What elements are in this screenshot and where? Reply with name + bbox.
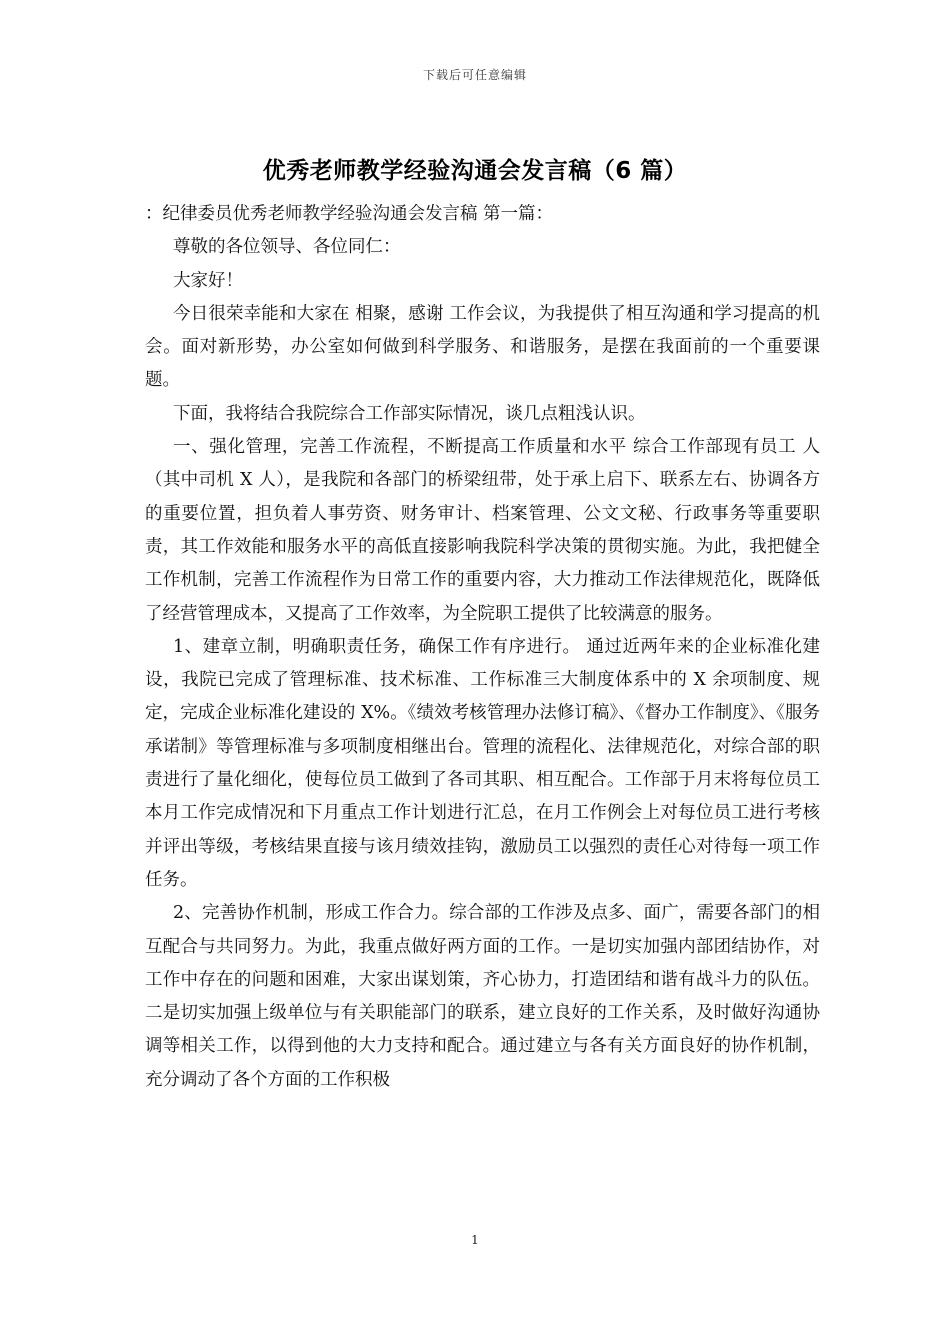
paragraph: 2、完善协作机制，形成工作合力。综合部的工作涉及点多、面广，需要各部门的相互配合与共同努力。为此，我重点做好两方面的工作。一是切实加强内部团结协作，对工作中存在的问题和困难，大家出谋划策，齐心协力，打造团结和谐有战斗力的队伍。二是切实加强上级单位与有关职能部门的联系，建立良好的工作关系，及时做好沟通协调等相关工作，以得到他的大力支持和配合。通过建立与各有关方面良好的协作机制，充分调动了各个方面的工作积极 xyxy=(145,903,820,1090)
salutation: 尊敬的各位领导、各位同仁： xyxy=(173,237,401,258)
paragraph: 1、建章立制，明确职责任务，确保工作有序进行。 通过近两年来的企业标准化建设，我院已完成了管理标准、技术标准、工作标准三大制度体系中的 X 余项制度、规定，完成企业标准化建设的 X%。《绩效考核管理办法修订稿》、《督办工作制度》、《服务承诺制》等管理标准与多项制度相继出台。管理的流程化、法律规范化，对综合部的职责进行了量化细化，使每位员工做到了各司其职、相互配合。工作部于月末将每位员工本月工作完成情况和下月重点工作计划进行汇总，在月工作例会上对每位员工进行考核并评出等级，考核结果直接与该月绩效挂钩，激励员工以强烈的责任心对待每一项工作任务。 xyxy=(145,636,820,890)
paragraph: 一、强化管理，完善工作流程，不断提高工作质量和水平 综合工作部现有员工 人（其中司机 X 人），是我院和各部门的桥梁纽带，处于承上启下、联系左右、协调各方的重要位置，担负着人事劳资、财务审计、档案管理、公文文秘、行政事务等重要职责，其工作效能和服务水平的高低直接影响我院科学决策的贯彻实施。为此，我把健全工作机制，完善工作流程作为日常工作的重要内容，大力推动工作法律规范化，既降低了经营管理成本，又提高了工作效率，为全院职工提供了比较满意的服务。 xyxy=(145,437,820,624)
page-number: 1 xyxy=(471,1233,479,1247)
paragraph: 下面，我将结合我院综合工作部实际情况，谈几点粗浅认识。 xyxy=(173,403,646,424)
document-body xyxy=(145,198,820,1097)
page-header-note: 下载后可任意编辑 xyxy=(422,68,527,82)
greeting: 大家好！ xyxy=(173,270,243,291)
paragraph: 今日很荣幸能和大家在 相聚，感谢 工作会议，为我提供了相互沟通和学习提高的机会。面对新形势，办公室如何做到科学服务、和谐服务，是摆在我面前的一个重要课题。 xyxy=(145,303,820,391)
section-heading: ：纪律委员优秀老师教学经验沟通会发言稿 第一篇： xyxy=(145,204,554,224)
document-title: 优秀老师教学经验沟通会发言稿（6 篇） xyxy=(262,158,688,184)
